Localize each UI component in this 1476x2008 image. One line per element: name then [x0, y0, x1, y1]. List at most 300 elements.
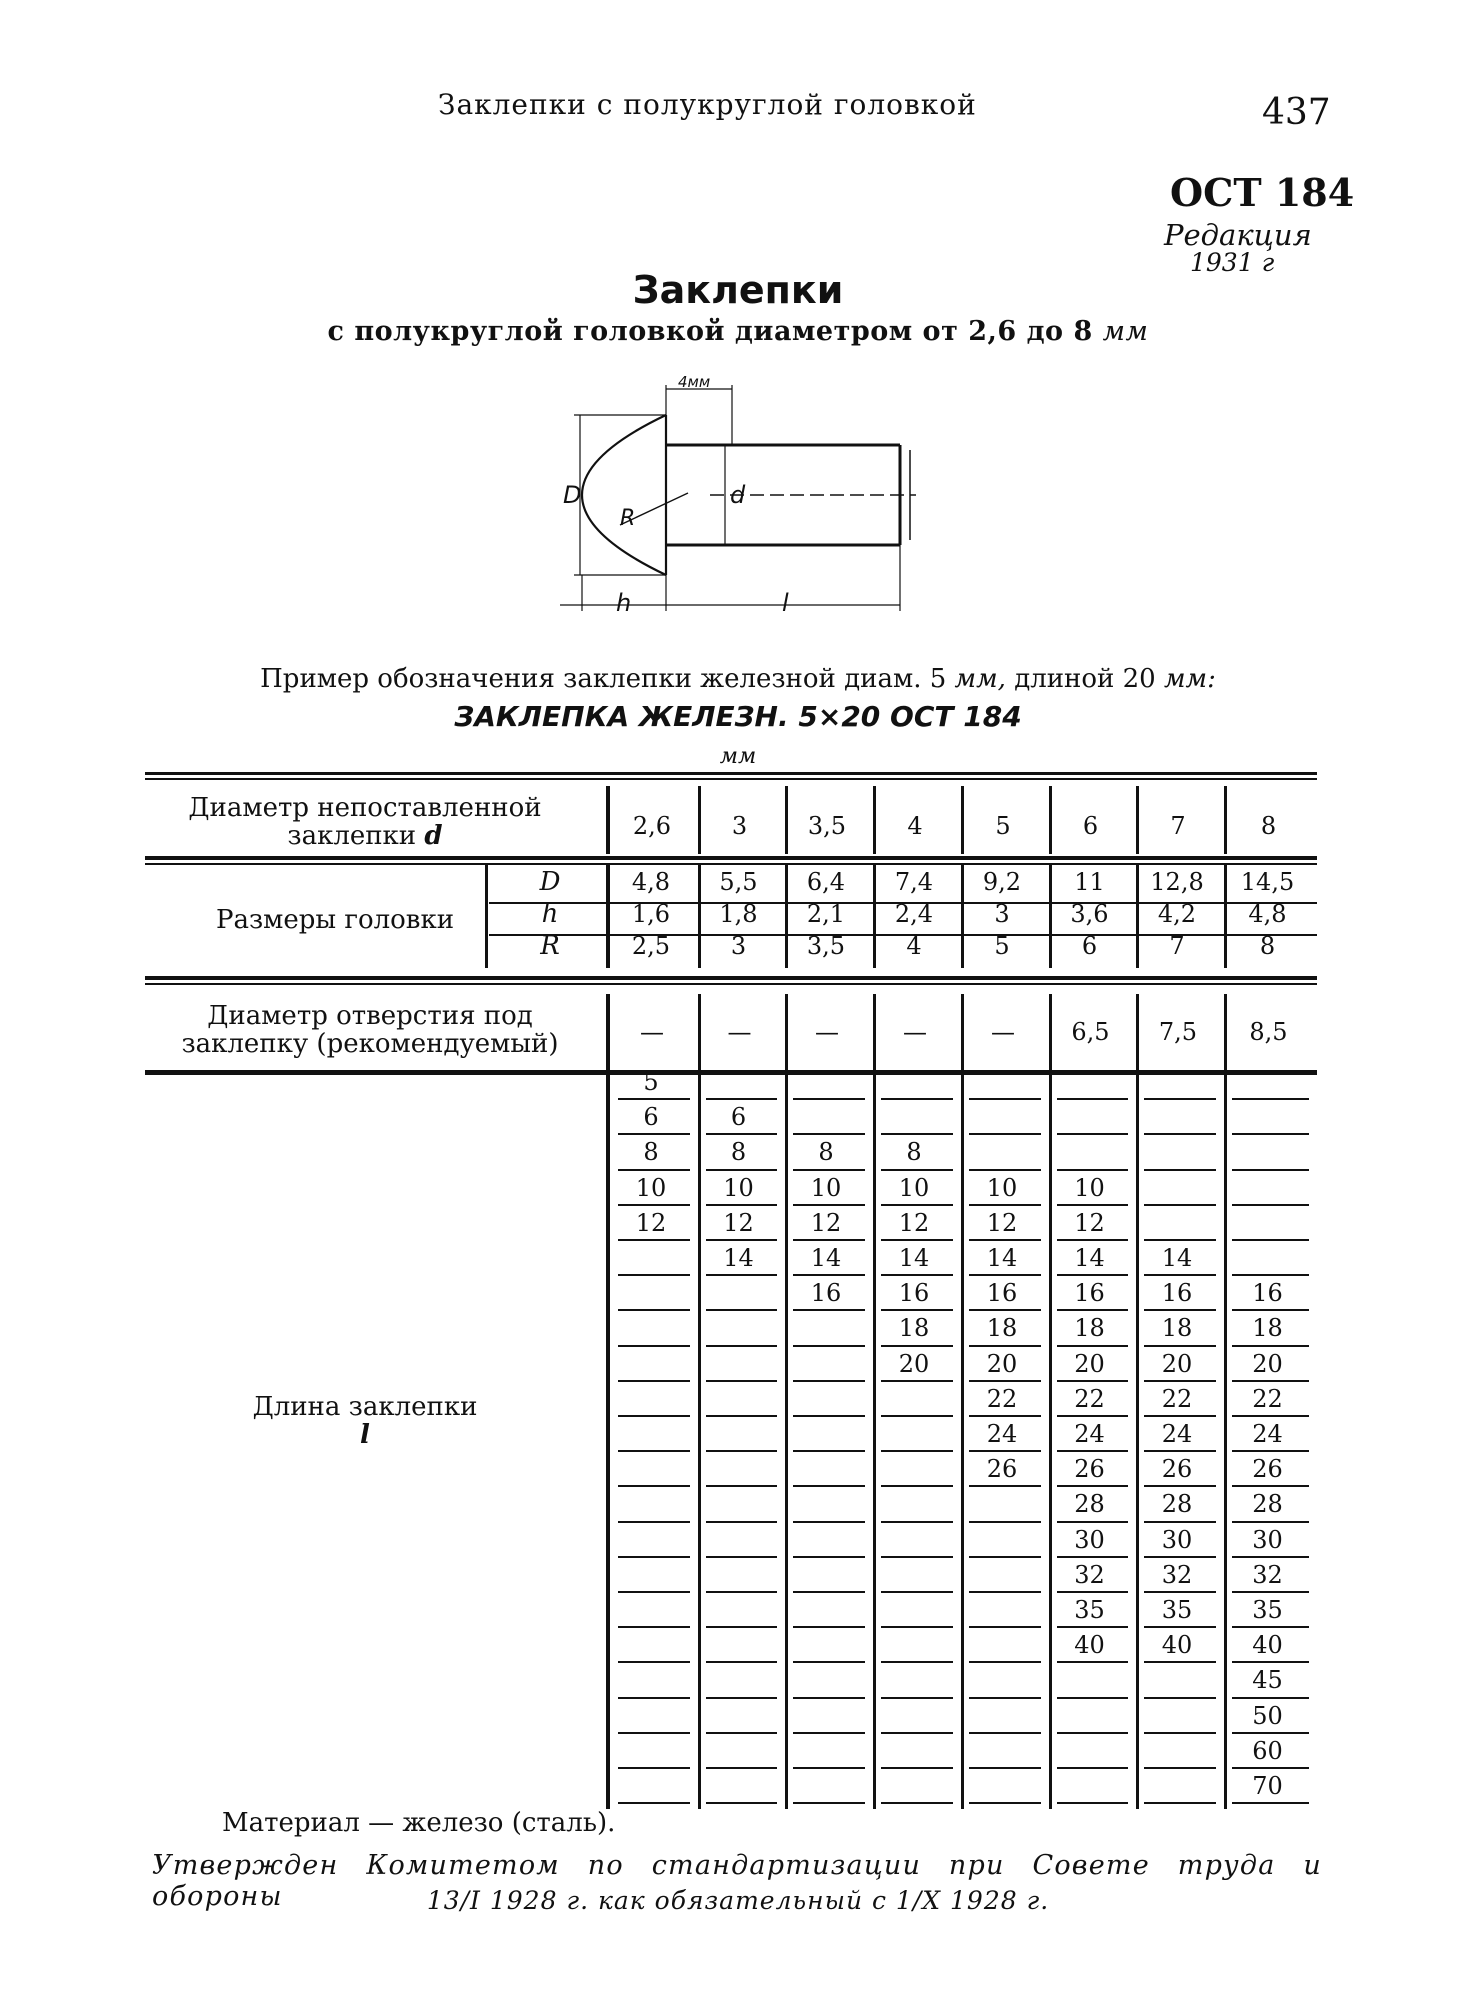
length-value: 12	[898, 1208, 930, 1237]
length-label-text: Длина заклепки	[252, 1391, 478, 1422]
column-divider	[961, 994, 964, 1066]
hole-value: —	[640, 1018, 664, 1046]
length-row-rule	[1057, 1450, 1128, 1452]
subtitle-unit: мм	[1102, 316, 1149, 347]
length-value: 14	[986, 1244, 1018, 1272]
length-row-rule	[706, 1169, 777, 1171]
length-row-rule	[793, 1133, 865, 1135]
length-value: 10	[723, 1173, 754, 1202]
head-value-h: 2,1	[806, 900, 846, 928]
length-row-rule	[881, 1309, 953, 1311]
hole-value: 6,5	[1071, 1018, 1110, 1046]
length-row-rule	[1232, 1556, 1309, 1558]
length-value: 40	[1252, 1631, 1283, 1660]
length-row-rule	[618, 1521, 690, 1523]
diameter-value: 3	[731, 812, 748, 840]
head-value-h: 4,2	[1157, 900, 1197, 928]
diameter-value: 3,5	[807, 812, 847, 840]
running-title: Заклепки с полукруглой головкой	[438, 88, 977, 121]
length-row-rule	[881, 1556, 953, 1558]
length-row-rule	[1232, 1767, 1309, 1769]
length-row-rule	[1144, 1415, 1216, 1417]
length-row-rule	[1144, 1732, 1216, 1734]
length-value: 12	[1074, 1208, 1105, 1237]
length-value: 6	[643, 1103, 659, 1132]
length-row-rule	[881, 1169, 953, 1171]
length-value: 16	[986, 1279, 1018, 1308]
length-row-rule	[881, 1732, 953, 1734]
diameter-value: 7	[1170, 812, 1186, 840]
dim-d-label: d	[730, 481, 746, 509]
length-value: 28	[1161, 1490, 1193, 1519]
dim-R-label: R	[620, 506, 636, 531]
table-rule	[145, 983, 1317, 985]
length-row-rule	[881, 1802, 953, 1804]
length-value: 20	[898, 1349, 930, 1378]
length-row-rule	[969, 1591, 1041, 1593]
length-symbol: l	[360, 1419, 370, 1450]
length-value: 24	[1074, 1420, 1105, 1448]
hole-label-line2: заклепку (рекомендуемый)	[181, 1029, 559, 1059]
length-value: 10	[1074, 1173, 1105, 1202]
length-value: 26	[1252, 1455, 1283, 1484]
dim-h-label: h	[616, 589, 632, 615]
length-row-rule	[618, 1485, 690, 1487]
column-divider	[961, 786, 964, 854]
length-row-rule	[793, 1767, 865, 1769]
head-value-h: 3	[994, 900, 1010, 928]
length-row-rule	[618, 1591, 690, 1593]
length-row-rule	[1144, 1450, 1216, 1452]
edition-label: Редакция	[1164, 218, 1312, 252]
length-row-rule	[793, 1556, 865, 1558]
length-row-rule	[618, 1098, 690, 1100]
length-value: 6	[730, 1103, 747, 1132]
head-size-label: Размеры головки	[215, 905, 455, 935]
length-value: 30	[1252, 1525, 1283, 1554]
length-value: 26	[1161, 1455, 1193, 1484]
dim-l-label: l	[782, 589, 789, 615]
hole-value: 8,5	[1249, 1018, 1288, 1046]
length-value: 32	[1074, 1560, 1105, 1589]
length-value: 18	[1074, 1314, 1105, 1343]
length-row-rule	[969, 1450, 1041, 1452]
length-row-rule	[969, 1133, 1041, 1135]
length-row-rule	[793, 1098, 865, 1100]
length-row-rule	[793, 1591, 865, 1593]
hole-value: —	[991, 1018, 1015, 1046]
length-row-rule	[881, 1485, 953, 1487]
length-row-rule	[881, 1415, 953, 1417]
length-row-rule	[1232, 1309, 1309, 1311]
length-row-rule	[618, 1556, 690, 1558]
length-value: 16	[1074, 1279, 1105, 1308]
length-row-rule	[1057, 1556, 1128, 1558]
column-divider	[1136, 786, 1139, 854]
length-value: 12	[723, 1208, 754, 1237]
column-divider	[606, 786, 610, 854]
length-row-rule	[1144, 1133, 1216, 1135]
length-value: 8	[730, 1138, 747, 1167]
length-row-rule	[618, 1274, 690, 1276]
approval-note-line2: 13/I 1928 г. как обязательный с 1/X 1928 г.	[426, 1886, 1050, 1915]
length-row-rule	[793, 1309, 865, 1311]
edition-year: 1931 г	[1190, 248, 1275, 277]
length-row-rule	[618, 1697, 690, 1699]
head-value-D: 4,8	[631, 868, 671, 896]
length-row-rule	[1057, 1239, 1128, 1241]
length-row-rule	[881, 1274, 953, 1276]
length-row-rule	[1057, 1098, 1128, 1100]
diameter-value: 8	[1260, 812, 1277, 840]
head-value-D: 11	[1074, 868, 1105, 896]
length-row-rule	[706, 1309, 777, 1311]
length-row-rule	[969, 1661, 1041, 1663]
length-row-rule	[1144, 1239, 1216, 1241]
length-value: 12	[635, 1208, 667, 1237]
length-row-rule	[618, 1732, 690, 1734]
length-value: 20	[986, 1349, 1018, 1378]
length-row-rule	[618, 1802, 690, 1804]
length-value: 12	[986, 1208, 1018, 1237]
dim-D-label: D	[563, 481, 582, 509]
length-row-rule	[706, 1380, 777, 1382]
length-value: 14	[1074, 1244, 1105, 1272]
head-value-h: 2,4	[894, 900, 934, 928]
length-row-rule	[1057, 1204, 1128, 1206]
length-row-rule	[1057, 1521, 1128, 1523]
document-subtitle	[0, 316, 1476, 347]
length-row-rule	[1057, 1697, 1128, 1699]
length-row-rule	[618, 1626, 690, 1628]
length-row-rule	[618, 1415, 690, 1417]
length-value: 10	[898, 1173, 930, 1202]
head-symbol-R: R	[540, 931, 560, 961]
hole-value: 7,5	[1158, 1018, 1198, 1046]
length-row-rule	[1057, 1732, 1128, 1734]
length-row-rule	[706, 1239, 777, 1241]
example-text-1: Пример обозначения заклепки железной диам. 5	[260, 664, 947, 694]
table-rule	[145, 856, 1317, 860]
length-row-rule	[881, 1380, 953, 1382]
table-rule	[145, 778, 1317, 780]
diameter-value: 6	[1082, 812, 1099, 840]
length-label	[235, 1393, 495, 1449]
length-row-rule	[1144, 1309, 1216, 1311]
length-row-rule	[706, 1556, 777, 1558]
length-row-rule	[1144, 1556, 1216, 1558]
length-row-rule	[793, 1661, 865, 1663]
length-value: 18	[898, 1314, 930, 1343]
length-value: 12	[810, 1208, 842, 1237]
length-row-rule	[881, 1767, 953, 1769]
subtitle-text: с полукруглой головкой диаметром от 2,6 до 8	[327, 316, 1093, 347]
head-value-D: 6,4	[806, 868, 846, 896]
length-row-rule	[1232, 1591, 1309, 1593]
length-value: 50	[1252, 1701, 1283, 1730]
head-value-D: 14,5	[1240, 868, 1295, 896]
example-text-2: длиной 20	[1014, 664, 1156, 694]
length-row-rule	[706, 1274, 777, 1276]
length-row-rule	[1232, 1626, 1309, 1628]
length-value: 26	[1074, 1455, 1105, 1484]
hole-diameter-label	[145, 1002, 595, 1058]
length-row-rule	[618, 1133, 690, 1135]
head-value-D: 12,8	[1150, 868, 1204, 896]
column-divider	[873, 994, 876, 1066]
length-row-rule	[969, 1415, 1041, 1417]
length-value: 40	[1161, 1631, 1193, 1660]
standard-code: ОСТ 184	[1170, 170, 1355, 215]
rivet-dimension-table	[145, 772, 1317, 1802]
length-row-rule	[1057, 1345, 1128, 1347]
length-row-rule	[881, 1521, 953, 1523]
length-row-rule	[706, 1204, 777, 1206]
column-divider	[1049, 786, 1052, 854]
example-unit-1: мм,	[954, 664, 1006, 694]
length-row-rule	[969, 1380, 1041, 1382]
length-row-rule	[969, 1169, 1041, 1171]
length-row-rule	[1144, 1591, 1216, 1593]
head-value-R: 7	[1169, 932, 1185, 960]
length-row-rule	[1144, 1345, 1216, 1347]
head-symbol-D: D	[539, 867, 561, 897]
length-row-rule	[706, 1415, 777, 1417]
length-value: 18	[986, 1314, 1018, 1343]
length-row-rule	[706, 1767, 777, 1769]
hole-value: —	[727, 1018, 752, 1046]
length-row-rule	[793, 1169, 865, 1171]
length-row-rule	[793, 1380, 865, 1382]
length-row-rule	[1144, 1204, 1216, 1206]
length-row-rule	[881, 1345, 953, 1347]
length-row-rule	[1232, 1485, 1309, 1487]
column-divider	[698, 994, 701, 1066]
length-value: 22	[986, 1384, 1018, 1413]
length-value: 16	[1161, 1279, 1193, 1308]
column-divider	[961, 864, 964, 968]
length-row-rule	[1057, 1485, 1128, 1487]
material-note: Материал — железо (сталь).	[222, 1808, 616, 1838]
column-divider	[485, 864, 488, 968]
length-row-rule	[1144, 1485, 1216, 1487]
length-row-rule	[1232, 1661, 1309, 1663]
table-rule	[145, 863, 1317, 865]
length-row-rule	[618, 1661, 690, 1663]
length-value: 14	[1161, 1244, 1193, 1272]
length-value: 24	[986, 1420, 1018, 1448]
length-row-rule	[969, 1239, 1041, 1241]
length-row-rule	[706, 1450, 777, 1452]
length-row-rule	[969, 1098, 1041, 1100]
length-value: 45	[1252, 1666, 1283, 1695]
length-row-rule	[706, 1485, 777, 1487]
length-row-rule	[793, 1732, 865, 1734]
length-value: 24	[1252, 1420, 1283, 1448]
length-value: 5	[643, 1068, 659, 1096]
length-row-rule	[793, 1485, 865, 1487]
length-row-rule	[969, 1556, 1041, 1558]
column-divider	[606, 994, 610, 1066]
length-row-rule	[969, 1204, 1041, 1206]
length-row-rule	[1144, 1802, 1216, 1804]
head-value-R: 6	[1081, 932, 1098, 960]
head-symbol-h: h	[541, 899, 559, 929]
length-value: 22	[1252, 1384, 1283, 1413]
column-divider	[1136, 864, 1139, 968]
head-value-R: 2,5	[631, 932, 671, 960]
page-number: 437	[1262, 92, 1331, 133]
length-row-rule	[1144, 1661, 1216, 1663]
length-row-rule	[618, 1345, 690, 1347]
length-row-rule	[1057, 1380, 1128, 1382]
length-row-rule	[706, 1697, 777, 1699]
head-value-h: 1,6	[631, 900, 671, 928]
length-value: 10	[810, 1173, 842, 1202]
document-title: Заклепки	[632, 268, 844, 312]
column-divider	[1049, 994, 1052, 1066]
length-row-rule	[1057, 1133, 1128, 1135]
head-value-h: 4,8	[1248, 900, 1287, 928]
length-row-rule	[1232, 1521, 1309, 1523]
length-row-rule	[1232, 1169, 1309, 1171]
length-value: 35	[1161, 1596, 1193, 1624]
column-divider	[873, 864, 876, 968]
head-value-D: 5,5	[719, 868, 758, 896]
length-value: 32	[1252, 1560, 1283, 1589]
length-value: 22	[1074, 1384, 1105, 1413]
diameter-row-label	[145, 794, 585, 850]
length-row-rule	[1057, 1626, 1128, 1628]
length-row-rule	[706, 1591, 777, 1593]
column-divider	[785, 994, 788, 1066]
length-row-rule	[1232, 1450, 1309, 1452]
length-value: 14	[810, 1244, 842, 1272]
diameter-value: 2,6	[632, 812, 672, 840]
length-row-rule	[1057, 1591, 1128, 1593]
length-row-rule	[969, 1274, 1041, 1276]
table-rule	[145, 976, 1317, 980]
diameter-label-line2: заклепки d	[287, 821, 443, 851]
length-value: 35	[1252, 1596, 1283, 1624]
length-value: 16	[898, 1279, 930, 1308]
hole-value: —	[903, 1018, 927, 1046]
length-row-rule	[969, 1802, 1041, 1804]
length-value: 28	[1252, 1490, 1283, 1519]
length-value: 35	[1074, 1596, 1105, 1624]
hole-value: —	[815, 1018, 839, 1046]
column-divider	[1224, 786, 1227, 854]
length-row-rule	[1144, 1098, 1216, 1100]
length-value: 20	[1252, 1349, 1283, 1378]
length-value: 8	[643, 1138, 659, 1167]
length-value: 26	[986, 1455, 1018, 1484]
length-row-rule	[969, 1767, 1041, 1769]
length-row-rule	[881, 1133, 953, 1135]
column-divider	[1136, 994, 1139, 1066]
length-value: 30	[1074, 1525, 1105, 1554]
column-divider	[785, 786, 788, 854]
length-row-rule	[793, 1415, 865, 1417]
length-row-rule	[1057, 1661, 1128, 1663]
length-value: 18	[1161, 1314, 1193, 1343]
length-row-rule	[618, 1767, 690, 1769]
length-row-rule	[1057, 1802, 1128, 1804]
length-row-rule	[1232, 1239, 1309, 1241]
length-row-rule	[618, 1309, 690, 1311]
head-value-R: 8	[1259, 932, 1276, 960]
column-divider	[698, 864, 701, 968]
column-divider	[606, 1066, 610, 1809]
length-value: 8	[906, 1138, 922, 1167]
length-row-rule	[1232, 1732, 1309, 1734]
length-value: 18	[1252, 1314, 1283, 1343]
length-row-rule	[969, 1732, 1041, 1734]
length-row-rule	[618, 1380, 690, 1382]
length-row-rule	[1232, 1204, 1309, 1206]
length-row-rule	[881, 1661, 953, 1663]
length-row-rule	[881, 1098, 953, 1100]
diameter-label-line1: Диаметр непоставленной	[188, 793, 542, 823]
length-row-rule	[706, 1345, 777, 1347]
units-label: мм	[719, 744, 757, 769]
length-value: 20	[1161, 1349, 1193, 1378]
length-row-rule	[881, 1450, 953, 1452]
table-rule	[145, 1070, 1317, 1075]
length-row-rule	[881, 1239, 953, 1241]
length-row-rule	[1144, 1697, 1216, 1699]
designation-example	[0, 664, 1476, 694]
example-unit-2: мм:	[1163, 664, 1216, 694]
length-value: 14	[723, 1244, 754, 1272]
length-row-rule	[706, 1626, 777, 1628]
approval-note-line1: Утвержден Комитетом по стандартизации при Совете труда и обороны	[152, 1850, 1322, 1912]
length-row-rule	[1232, 1345, 1309, 1347]
column-divider	[698, 786, 701, 854]
length-value: 30	[1161, 1525, 1193, 1554]
length-row-rule	[793, 1239, 865, 1241]
length-value: 10	[986, 1173, 1018, 1202]
length-row-rule	[1057, 1767, 1128, 1769]
length-value: 40	[1074, 1631, 1105, 1660]
length-value: 28	[1074, 1490, 1105, 1519]
length-value: 16	[810, 1279, 842, 1308]
length-value: 70	[1252, 1772, 1283, 1800]
length-value: 14	[898, 1244, 930, 1272]
length-row-rule	[706, 1098, 777, 1100]
length-row-rule	[969, 1309, 1041, 1311]
head-value-h: 3,6	[1070, 900, 1109, 928]
hole-label-line1: Диаметр отверстия под	[207, 1001, 533, 1031]
length-value: 24	[1161, 1420, 1193, 1448]
length-row-rule	[1232, 1098, 1309, 1100]
head-value-R: 3,5	[806, 932, 846, 960]
length-row-rule	[793, 1204, 865, 1206]
length-row-rule	[793, 1450, 865, 1452]
table-rule	[145, 772, 1317, 775]
length-row-rule	[706, 1521, 777, 1523]
length-row-rule	[1232, 1133, 1309, 1135]
length-row-rule	[969, 1626, 1041, 1628]
length-row-rule	[793, 1626, 865, 1628]
column-divider	[1224, 864, 1227, 968]
diameter-value: 5	[995, 812, 1011, 840]
length-row-rule	[881, 1626, 953, 1628]
head-value-D: 7,4	[894, 868, 934, 896]
rivet-drawing	[560, 375, 920, 615]
length-row-rule	[969, 1697, 1041, 1699]
column-divider	[1224, 994, 1227, 1066]
